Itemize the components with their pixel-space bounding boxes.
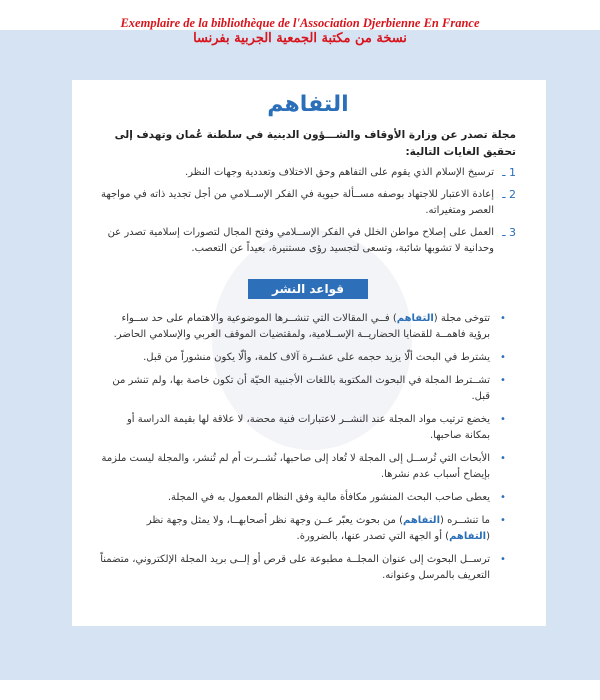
- rule-text: [143, 350, 490, 366]
- rule-text-part: تشــترط المجلة في البحوث المكتوبة باللغات الأجنبية الحيّة أن تكون خاصة بها، ولم تنشر من قبل.: [112, 375, 490, 402]
- bullet-icon: •: [500, 414, 506, 425]
- rule-item: [100, 513, 516, 545]
- goals-list: [100, 165, 516, 257]
- bullet-icon: •: [500, 554, 506, 565]
- bullet-icon: •: [500, 352, 506, 363]
- section-title: قواعد النشر: [248, 279, 368, 299]
- magazine-name: التفاهم: [396, 313, 434, 324]
- rule-text: [100, 373, 490, 405]
- rule-text: [100, 412, 490, 444]
- rule-item: [100, 451, 516, 483]
- rule-item: [100, 490, 516, 506]
- goal-text: ترسيخ الإسلام الذي يقوم على التفاهم وحق الاختلاف وتعددية وجهات النظر.: [184, 167, 494, 178]
- magazine-name: التفاهم: [403, 515, 440, 526]
- rule-text-part: الأبحاث التي تُرســل إلى المجلة لا تُعاد إلى صاحبها، نُشــرت أم لم تُنشر، والمجلة ليست ملزمة بإيضاح أسباب عدم نشرها.: [101, 453, 490, 480]
- rule-text-part: ) فــي المقالات التي تنشــرها الموضوعية والاهتمام على حد ســواء برؤية فاهمــة للقضايا الحضاريــة الإســلامية، ولمقتضيات الموقف العربي والإسلامي الحاضر.: [113, 313, 490, 340]
- goal-number: 3 ـ: [502, 226, 516, 239]
- goal-number: 1 ـ: [502, 166, 516, 179]
- goal-text: إعادة الاعتبار للاجتهاد بوصفه مســألة حيوية في الفكر الإســلامي من أجل تجديد ذاته في مواجهة العصر ومتغيراته.: [100, 189, 494, 216]
- rule-item: [100, 350, 516, 366]
- goal-item: [100, 165, 516, 181]
- goal-text: العمل على إصلاح مواطن الخلل في الفكر الإســلامي وفتح المجال لتصورات إسلامية تصدر عن وحدانية لا تشوبها شائبة، وتسعى لتجسيد رؤى مستنيرة، بعيداً عن التعصب.: [107, 227, 494, 254]
- goal-item: [100, 187, 516, 219]
- bullet-icon: •: [500, 453, 506, 464]
- goal-item: [100, 225, 516, 257]
- rule-item: [100, 552, 516, 584]
- rule-text: [100, 311, 490, 343]
- rule-text-part: يشترط في البحث ألّا يزيد حجمه على عشــرة آلاف كلمة، وألّا يكون منشوراً من قبل.: [143, 352, 490, 363]
- library-stamp-arabic: نسخة من مكتبة الجمعية الجربية بفرنسا: [193, 31, 407, 46]
- rule-item: [100, 412, 516, 444]
- rule-text-part: يعطى صاحب البحث المنشور مكافأة مالية وفق النظام المعمول به في المجلة.: [167, 492, 490, 503]
- intro-text: مجلة تصدر عن وزارة الأوقاف والشـــؤون الدينية في سلطنة عُمان وتهدف إلى تحقيق الغايات التالية:: [114, 129, 516, 158]
- page-title: التفاهم: [267, 92, 349, 117]
- rule-text: [100, 552, 490, 584]
- rule-text-part: ترســل البحوث إلى عنوان المجلــة مطبوعة على قرص أو إلــى بريد المجلة الإلكتروني، متضمناً التعريف بالمرسل وعنوانه.: [100, 554, 490, 581]
- goal-number: 2 ـ: [502, 188, 516, 201]
- rule-text-part: ) من بحوث يعبّر عــن وجهة نظر أصحابهــا، ولا يمثل وجهة نظر (: [146, 515, 490, 542]
- bullet-icon: •: [500, 492, 506, 503]
- rule-text-part: ما تنشــره (: [440, 515, 490, 526]
- rule-text-part: ) أو الجهة التي تصدر عنها، بالضرورة.: [296, 531, 450, 542]
- rule-text-part: تتوخى مجلة (: [433, 313, 490, 324]
- rule-text-part: يخضع ترتيب مواد المجلة عند النشــر لاعتبارات فنية محضة، لا علاقة لها بقيمة الدراسة أو بمكانة صاحبها.: [126, 414, 490, 441]
- magazine-name: التفاهم: [449, 531, 487, 542]
- content-panel: [72, 80, 546, 626]
- bullet-icon: •: [500, 515, 506, 526]
- rule-item: [100, 373, 516, 405]
- bullet-icon: •: [500, 313, 506, 324]
- rule-item: [100, 311, 516, 343]
- rule-text: [100, 513, 490, 545]
- bullet-icon: •: [500, 375, 506, 386]
- rule-text: [168, 490, 490, 506]
- library-stamp-french: Exemplaire de la bibliothèque de l'Association Djerbienne En France: [120, 16, 480, 30]
- rule-text: [100, 451, 490, 483]
